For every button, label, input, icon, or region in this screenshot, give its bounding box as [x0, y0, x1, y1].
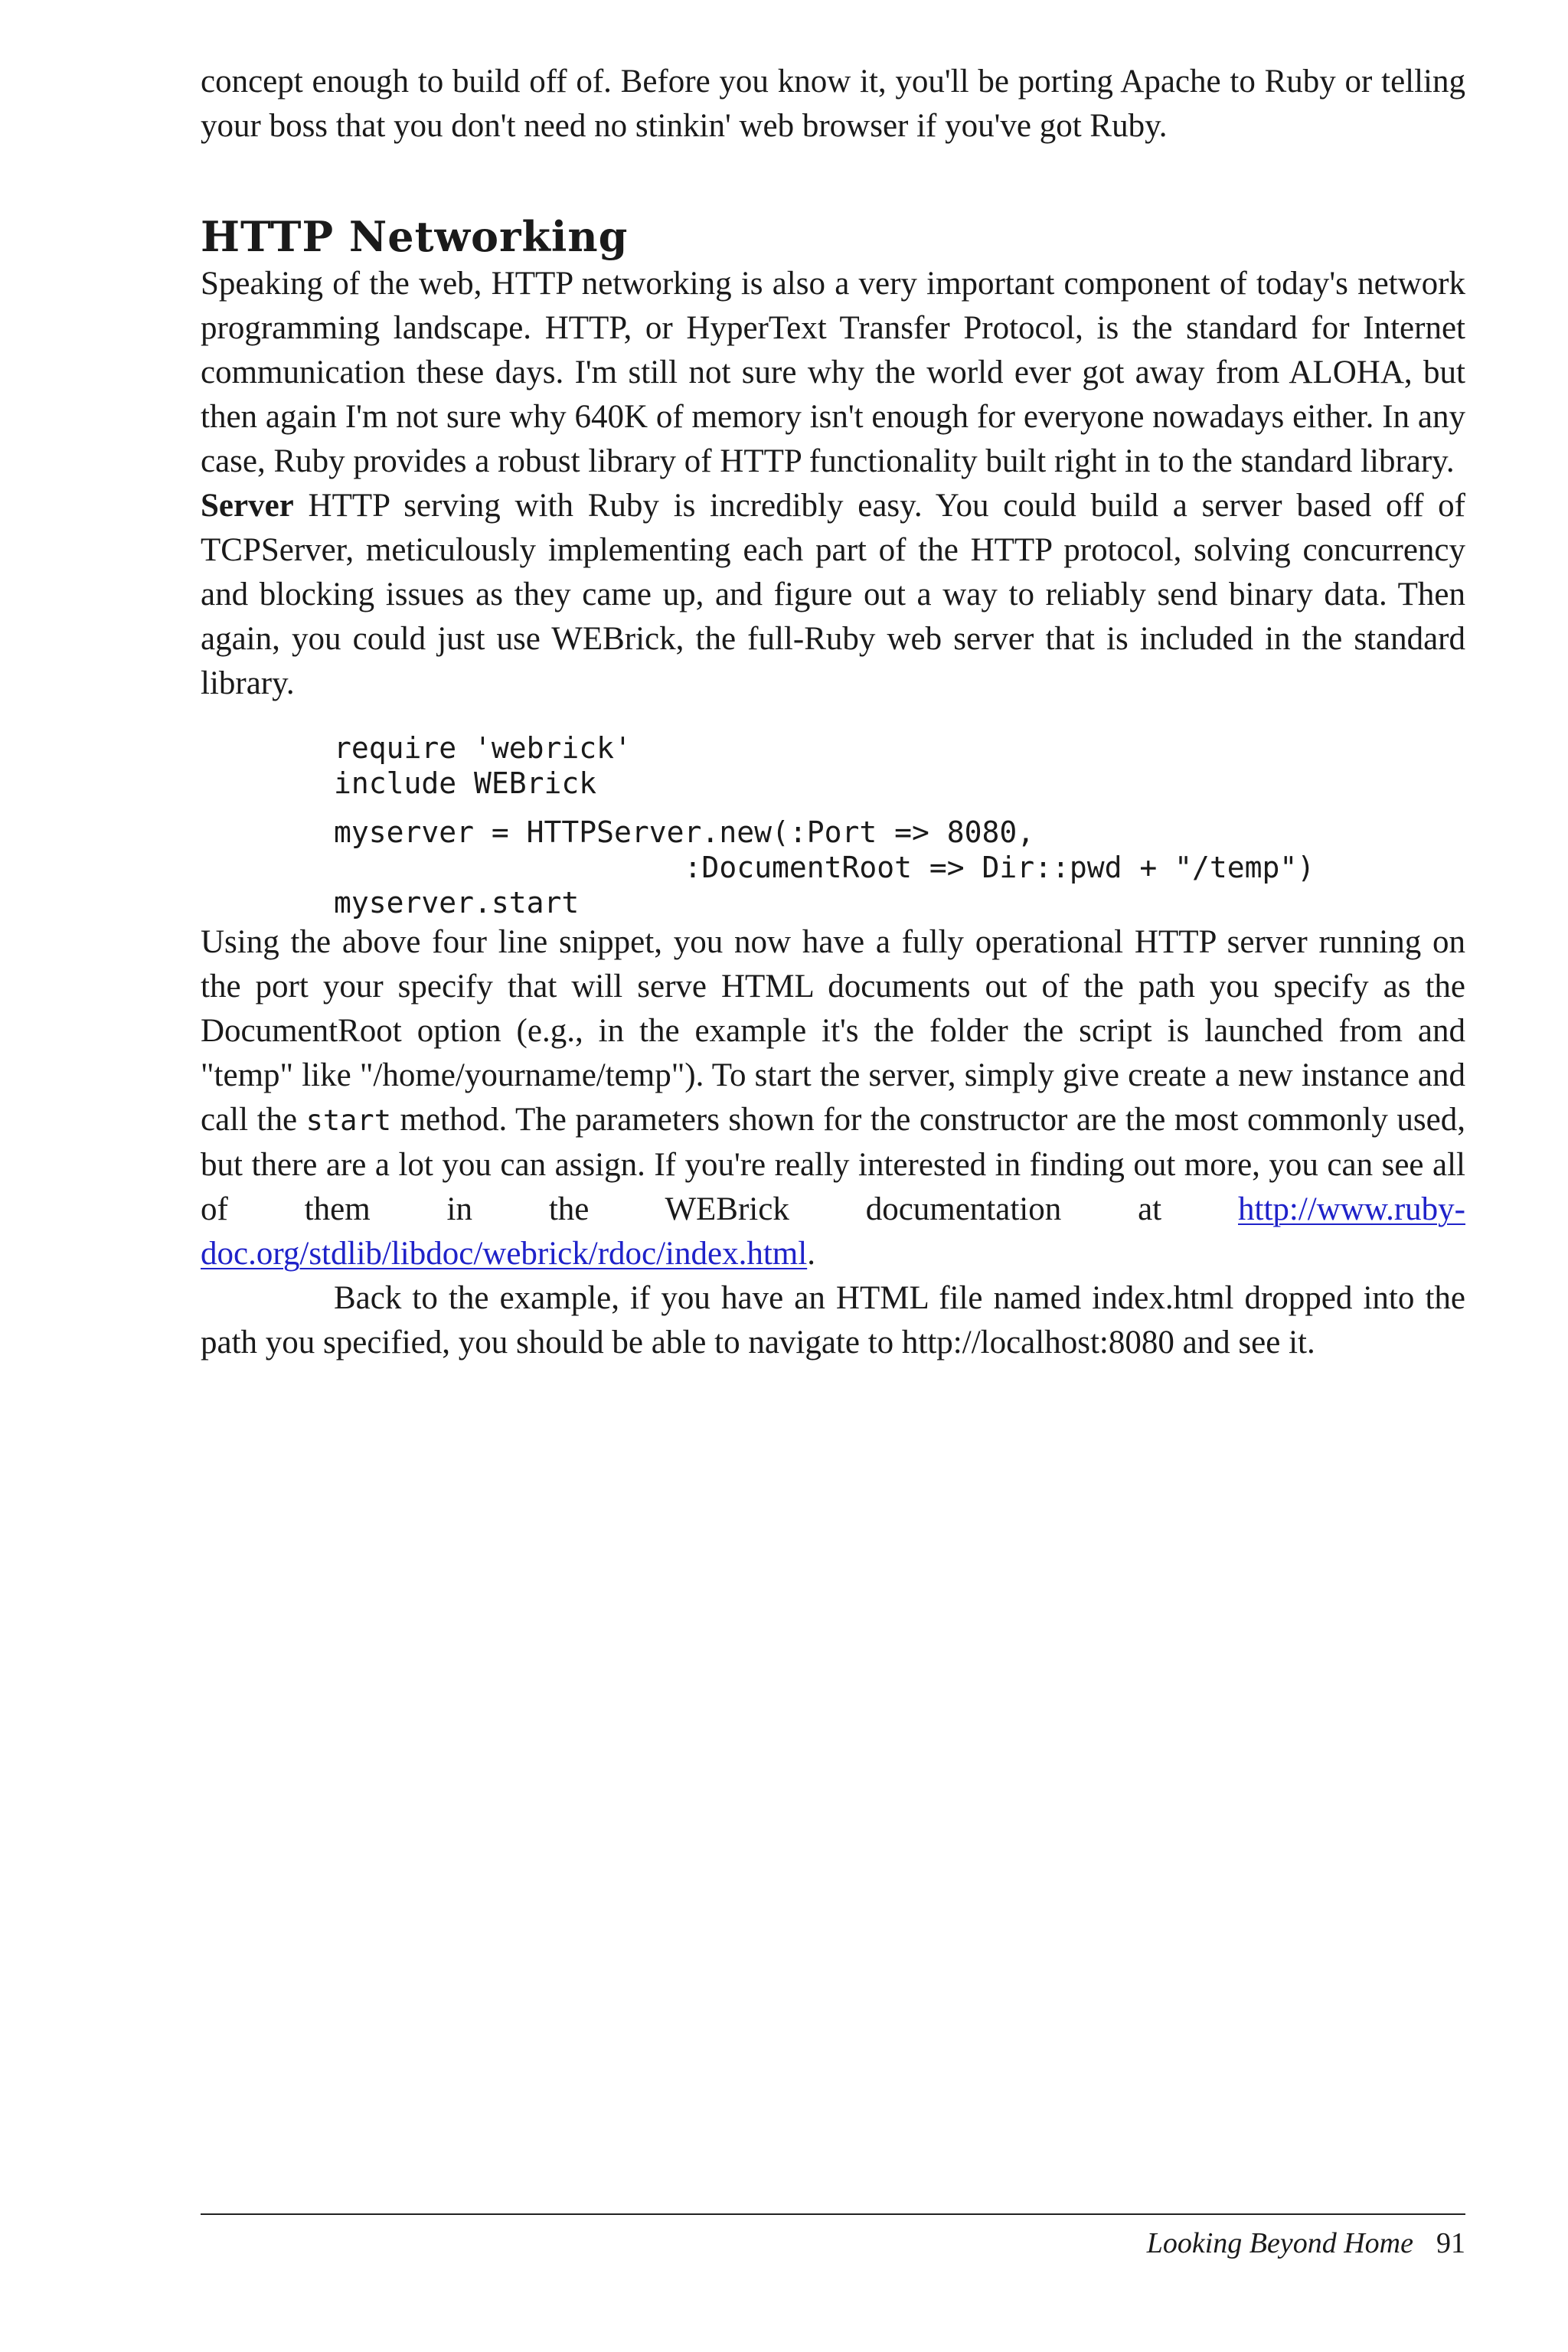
page-footer — [201, 2222, 1465, 2265]
closing-paragraph: Back to the example, if you have an HTML file named index.html dropped into the path you specified, you should be able to navigate to http://localhost:8080 and see it. — [201, 1280, 1465, 1361]
page-content — [201, 60, 1465, 1365]
intro-paragraph: concept enough to build off of. Before you know it, you'll be porting Apache to Ruby or telling your boss that you don't need no stinkin' web browser if you've got Ruby. — [201, 64, 1465, 144]
footer-rule — [201, 2213, 1465, 2215]
inline-code-start: start — [305, 1104, 391, 1137]
http-intro-paragraph: Speaking of the web, HTTP networking is also a very important component of today's network programming landscape. HTTP, or HyperText Transfer Protocol, is the standard for Internet communication these days. I'm still not sure why the world ever got away from ALOHA, but then again I'm not sure why 640K of memory isn't enough for everyone nowadays either. In any case, Ruby provides a robust library of HTTP functionality built right in to the standard library. — [201, 266, 1465, 479]
code-block-server: myserver = HTTPServer.new(:Port => 8080, :DocumentRoot => Dir::pwd + "/temp") myserver.start — [334, 815, 1315, 920]
code-block-require: require 'webrick' include WEBrick — [334, 731, 632, 800]
explanation-text-2: method. The parameters shown for the constructor are the most commonly used, but there are a lot you can assign. If you're really interested in finding out more, you can see all of them in the WEBrick documentation at — [201, 1102, 1465, 1227]
footer-chapter-title: Looking Beyond Home — [1146, 2227, 1413, 2259]
footer-page-number: 91 — [1436, 2227, 1465, 2259]
server-run-in-heading: Server — [201, 488, 294, 524]
server-paragraph-text: HTTP serving with Ruby is incredibly easy. You could build a server based off of TCPServer, meticulously implementing each part of the HTTP protocol, solving concurrency and blocking issues as they came up, and figure out a way to reliably send binary data. Then again, you could just use WEBrick, the full-Ruby web server that is included in the standard library. — [201, 488, 1465, 701]
explanation-text-1: Using the above four line snippet, you now have a fully operational HTTP server running on the port your specify that will serve HTML documents out of the path you specify as the DocumentRoot option (e.g., in the example it's the folder the script is launched from and "temp" like "/home/yourname/temp"). To start the server, simply give create a new instance and call the — [201, 924, 1465, 1138]
explanation-paragraph — [201, 920, 1465, 1276]
explanation-trailing-period: . — [807, 1236, 815, 1272]
server-paragraph — [201, 484, 1465, 706]
webrick-docs-link[interactable]: http://www.ruby-doc.org/stdlib/libdoc/webrick/rdoc/index.html — [201, 1191, 1465, 1272]
section-heading: HTTP Networking — [201, 212, 629, 261]
